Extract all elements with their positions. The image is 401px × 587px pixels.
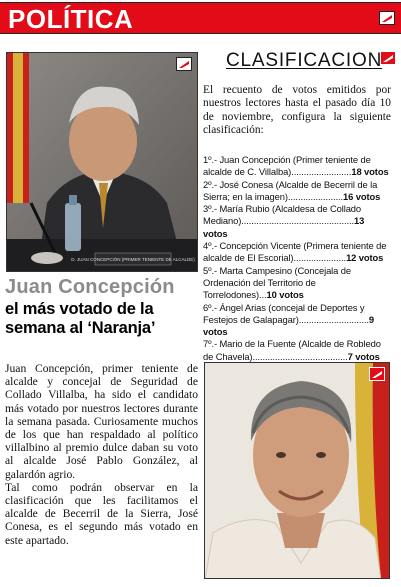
section-header [0,2,401,34]
corner-flag-icon [380,51,396,65]
nameplate-text: D. JUAN CONCEPCIÓN (PRIMER TENIENTE DE ALCALDE) [71,257,195,262]
corner-flag-icon [176,57,192,71]
ranking-item-votes: 10 votos [266,289,304,301]
portrait-illustration [205,363,390,579]
ranking-item-text: 2º.- José Conesa (Alcalde de Becerril de la Sierra; en la imagen)...................... [203,178,378,202]
article-body [5,362,198,547]
clasificacion-intro: El recuento de votos emitidos por nuestros lectores hasta el pasado día 10 de noviembre, configura la siguiente clasificación: [203,84,391,137]
ranking-list [203,154,391,363]
corner-flag-icon [379,11,395,25]
ranking-item [203,203,391,240]
ranking-item-text: 3º.- María Rubio (Alcaldesa de Collado Mediano)............................................. [203,203,362,227]
ranking-item [203,265,391,302]
article-name: Juan Concepción [5,276,175,298]
ranking-item-text: 5º.- Marta Campesino (Concejala de Ordenación del Territorio de Torrelodones)... [203,264,352,301]
ranking-item [203,338,391,363]
corner-flag-icon [369,367,385,381]
ranking-item-votes: 7 votos [347,350,380,362]
section-title: POLÍTICA [8,4,134,34]
ranking-item-text: 1º.- Juan Concepción (Primer teniente de alcalde de C. Villalba)........................ [203,154,371,178]
ranking-item-votes: 16 votos [343,190,381,202]
ranking-item [203,240,391,265]
ranking-item-votes: 12 votos [346,252,384,264]
ranking-item-text: 6º.- Ángel Arias (concejal de Deportes y Festejos de Galapagar)............................ [203,301,369,325]
clasificacion-title: CLASIFICACION [226,50,383,71]
ranking-item-votes: 9 votos [203,313,375,338]
ranking-item [203,179,391,204]
photo-juan-concepcion [6,52,198,272]
ranking-item-votes: 13 votos [203,215,365,239]
portrait-illustration [7,53,198,272]
ranking-item [203,154,391,179]
ranking-item-votes: 18 votos [351,166,389,178]
ranking-item-text: 4º.- Concepción Vicente (Primera teniente de alcalde de El Escorial)..................... [203,240,387,264]
photo-jose-conesa [204,362,390,579]
article-headline: el más votado de la semana al ‘Naranja’ [5,300,156,337]
article-paragraph: Juan Concepción, primer teniente de alcalde y concejal de Seguridad de Collado Villalba, ha sido el candidato más votado por nuestros lectores durante la semana pasada. Curiosamente muchos de los que han respaldado al político villalbino al premio dulce daban su voto al alcalde José Pablo González, al galardón agrio. [5,362,198,481]
ranking-item-text: 7º.- Mario de la Fuente (Alcalde de Robledo de Chavela)...................................... [203,338,381,362]
article-paragraph: Tal como podrán observar en la clasificación que les facilitamos el alcalde de Becerril de la Sierra, José Conesa, es el segundo más votado en este apartado. [5,480,198,547]
ranking-item [203,302,391,339]
